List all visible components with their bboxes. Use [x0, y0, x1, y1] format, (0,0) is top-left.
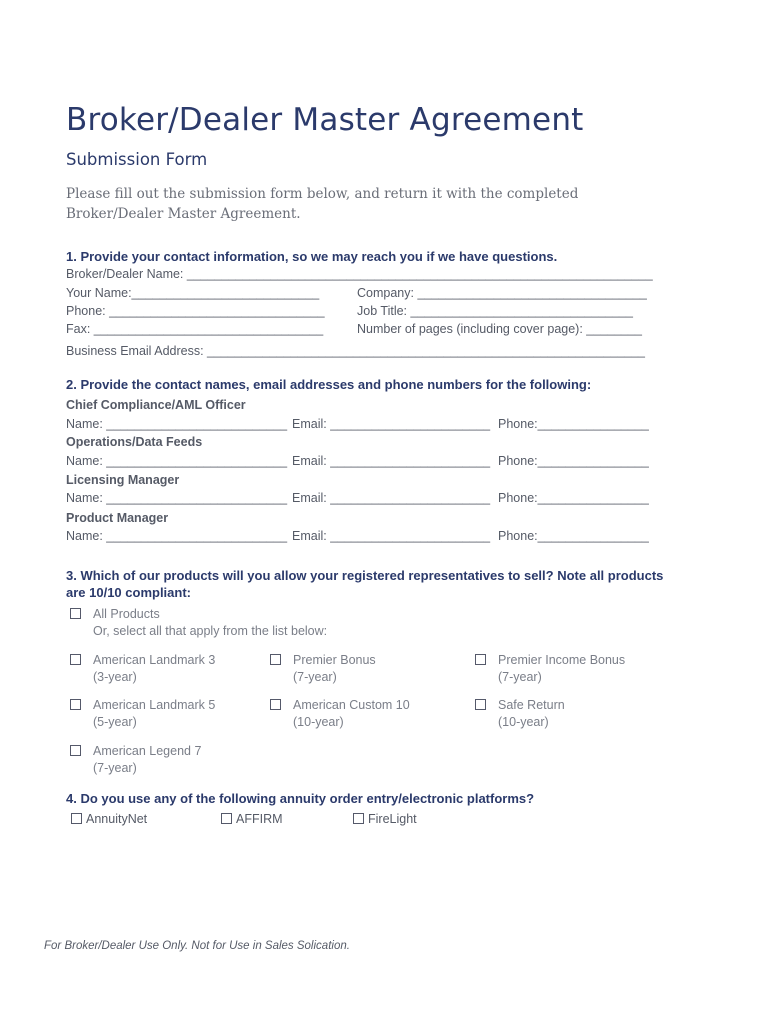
role-title: Operations/Data Feeds — [66, 435, 203, 449]
product-option[interactable] — [70, 652, 215, 686]
checkbox-icon[interactable] — [221, 813, 232, 824]
bd-name-field[interactable]: Broker/Dealer Name: ___________________________________________________________________ — [66, 267, 653, 281]
checkbox-icon[interactable] — [353, 813, 364, 824]
role-phone-field[interactable]: Phone:________________ — [498, 454, 649, 468]
section1-heading: 1. Provide your contact information, so we may reach you if we have questions. — [66, 249, 558, 264]
role-name-field[interactable]: Name: __________________________ — [66, 529, 288, 543]
footer-disclaimer: For Broker/Dealer Use Only. Not for Use in Sales Solication. — [44, 940, 350, 952]
role-email-field[interactable]: Email: _______________________ — [292, 491, 491, 505]
product-name: Premier Income Bonus — [498, 653, 626, 667]
all-products-option[interactable] — [70, 606, 160, 623]
role-email-field[interactable]: Email: _______________________ — [292, 529, 491, 543]
product-name: Safe Return — [498, 698, 565, 712]
platform-option[interactable] — [71, 812, 147, 826]
checkbox-icon[interactable] — [70, 745, 81, 756]
product-option[interactable] — [475, 697, 565, 731]
platform-label: AnnuityNet — [86, 812, 148, 826]
section3-heading-line1: 3. Which of our products will you allow your registered representatives to sell? Note all products — [66, 568, 664, 583]
role-phone-field[interactable]: Phone:________________ — [498, 417, 649, 431]
product-option[interactable] — [70, 743, 201, 777]
or-select-text: Or, select all that apply from the list below: — [93, 624, 328, 638]
intro-text: Please fill out the submission form below, and return it with the completed Broker/Dealer Master Agreement. — [66, 186, 579, 222]
checkbox-icon[interactable] — [270, 699, 281, 710]
role-name-field[interactable]: Name: __________________________ — [66, 454, 288, 468]
product-name: Premier Bonus — [293, 653, 376, 667]
section3-heading-line2: are 10/10 compliant: — [66, 585, 191, 600]
page-title: Broker/Dealer Master Agreement — [66, 102, 584, 138]
product-term: (7-year) — [498, 670, 542, 684]
product-option[interactable] — [270, 697, 410, 731]
phone-field[interactable]: Phone: _______________________________ — [66, 304, 325, 318]
role-title: Licensing Manager — [66, 473, 180, 487]
product-term: (10-year) — [498, 715, 549, 729]
role-name-field[interactable]: Name: __________________________ — [66, 417, 288, 431]
role-email-field[interactable]: Email: _______________________ — [292, 454, 491, 468]
checkbox-icon[interactable] — [70, 654, 81, 665]
product-option[interactable] — [70, 697, 215, 731]
role-name-field[interactable]: Name: __________________________ — [66, 491, 288, 505]
checkbox-icon[interactable] — [270, 654, 281, 665]
product-option[interactable] — [270, 652, 376, 686]
product-term: (5-year) — [93, 715, 137, 729]
product-option[interactable] — [475, 652, 625, 686]
platform-option[interactable] — [353, 812, 417, 826]
checkbox-icon[interactable] — [71, 813, 82, 824]
checkbox-icon[interactable] — [475, 654, 486, 665]
all-products-label: All Products — [93, 607, 160, 621]
product-name: American Landmark 5 — [93, 698, 216, 712]
job-title-field[interactable]: Job Title: ________________________________ — [357, 304, 633, 318]
your-name-field[interactable]: Your Name:___________________________ — [66, 286, 320, 300]
product-term: (3-year) — [93, 670, 137, 684]
product-term: (10-year) — [293, 715, 344, 729]
section4-heading: 4. Do you use any of the following annuity order entry/electronic platforms? — [66, 791, 535, 806]
product-term: (7-year) — [293, 670, 337, 684]
company-field[interactable]: Company: _________________________________ — [357, 286, 647, 300]
page-subtitle: Submission Form — [66, 150, 208, 169]
checkbox-icon[interactable] — [475, 699, 486, 710]
pages-field[interactable]: Number of pages (including cover page): ________ — [357, 322, 642, 336]
platform-option[interactable] — [221, 812, 283, 826]
platform-label: AFFIRM — [236, 812, 283, 826]
business-email-field[interactable]: Business Email Address: _______________________________________________________________ — [66, 344, 646, 358]
product-term: (7-year) — [93, 761, 137, 775]
checkbox-icon[interactable] — [70, 699, 81, 710]
checkbox-icon[interactable] — [70, 608, 81, 619]
role-phone-field[interactable]: Phone:________________ — [498, 529, 649, 543]
role-email-field[interactable]: Email: _______________________ — [292, 417, 491, 431]
platform-label: FireLight — [368, 812, 417, 826]
role-phone-field[interactable]: Phone:________________ — [498, 491, 649, 505]
product-name: American Landmark 3 — [93, 653, 216, 667]
role-title: Chief Compliance/AML Officer — [66, 398, 246, 412]
product-name: American Legend 7 — [93, 744, 202, 758]
section2-heading: 2. Provide the contact names, email addresses and phone numbers for the following: — [66, 377, 592, 392]
fax-field[interactable]: Fax: _________________________________ — [66, 322, 324, 336]
product-name: American Custom 10 — [293, 698, 410, 712]
role-title: Product Manager — [66, 511, 169, 525]
